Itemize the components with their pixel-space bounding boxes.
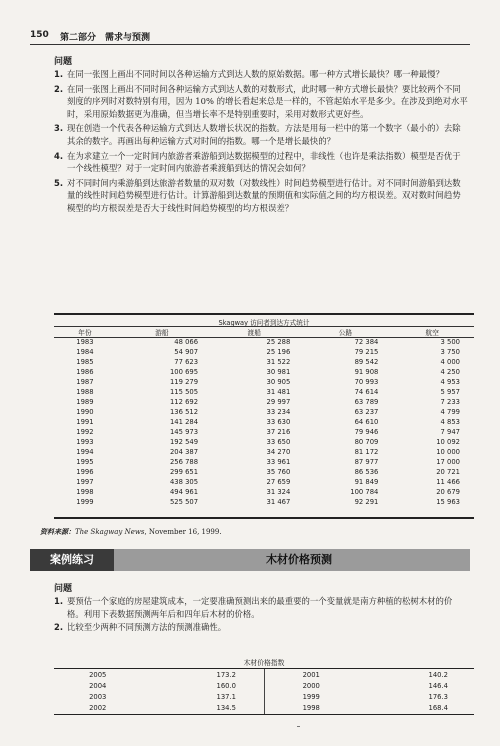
table-cell: 1985 <box>76 358 94 366</box>
table-row <box>54 337 474 347</box>
column-header: 年份 <box>78 329 92 337</box>
table-row <box>54 347 474 357</box>
table-cell: 7 947 <box>440 428 460 436</box>
year-cell: 2001 <box>302 671 320 680</box>
table-cell: 81 172 <box>354 448 379 456</box>
table-cell: 77 623 <box>174 358 199 366</box>
table-cell: 1983 <box>76 338 94 346</box>
source-publication: The Skagway News <box>75 528 145 536</box>
table-cell: 10 092 <box>436 438 460 446</box>
question-number: 2. <box>54 83 64 94</box>
table-cell: 31 481 <box>266 388 291 396</box>
header-divider <box>30 44 470 45</box>
table-row <box>54 407 474 417</box>
table-cell: 1993 <box>76 438 94 446</box>
question-text: 要预估一个家庭的房屋建筑成本，一定要准确预测出来的最重要的一个变量就是南方种植的松树木材的价格。利用下表数据预测两年后和四年后木材的价格。 <box>67 596 453 619</box>
case-tag: 案例练习 <box>30 549 114 571</box>
table-cell: 4 853 <box>440 418 460 426</box>
table-cell: 86 536 <box>354 468 379 476</box>
table-cell: 20 721 <box>436 468 460 476</box>
table-cell: 33 961 <box>266 458 291 466</box>
year-cell: 2005 <box>89 671 107 680</box>
table-cell: 141 284 <box>169 418 199 426</box>
table-cell: 1990 <box>76 408 94 416</box>
table-cell: 33 234 <box>266 408 291 416</box>
table-cell: 1992 <box>76 428 94 436</box>
table-row <box>268 692 474 703</box>
year-cell: 1999 <box>302 692 320 701</box>
table-column-divider <box>264 669 265 714</box>
table-row <box>268 681 474 692</box>
column-header: 公路 <box>338 329 353 337</box>
table-cell: 3 750 <box>440 348 460 356</box>
table-cell: 29 997 <box>266 398 291 406</box>
table-header-row <box>54 327 474 337</box>
table-row <box>54 477 474 487</box>
table-cell: 1994 <box>76 448 94 456</box>
table-cell: 100 784 <box>350 488 379 496</box>
table-cell: 4 799 <box>440 408 460 416</box>
table-row <box>54 437 474 447</box>
price-cell: 146.4 <box>428 682 448 691</box>
question-text: 在同一张图上画出不同时间各种运输方式到达人数的对数形式，此时哪一种方式增长最快？要比较两个不同刻度的序列时对数特别有用，因为 10% 的增长看起来总是一样的，不管起始水平是多少。在涉及到绝对水平时，采用原始数据更为准确，但当增长率不是特别重要时，采用对数形式更好些。 <box>67 83 468 119</box>
table-cell: 91 849 <box>354 478 379 486</box>
table-row <box>54 457 474 467</box>
source-note <box>40 527 222 537</box>
question-text: 现在创造一个代表各种运输方式到达人数增长状况的指数。方法是用每一栏中的第一个数字（最小的）去除其余的数字。再画出每种运输方式对时间的指数。哪一个是增长最快的？ <box>67 123 461 146</box>
table-cell: 79 215 <box>354 348 379 356</box>
question-number: 4. <box>54 150 64 161</box>
table-cell: 92 291 <box>354 498 379 506</box>
year-cell: 2000 <box>302 682 320 691</box>
year-cell: 1998 <box>302 703 320 712</box>
page-mark <box>297 726 300 727</box>
question-item <box>54 83 468 121</box>
price-cell: 176.3 <box>428 692 448 701</box>
table-cell: 7 233 <box>440 398 460 406</box>
table-cell: 1989 <box>76 398 94 406</box>
table-cell: 30 905 <box>266 378 291 386</box>
price-cell: 160.0 <box>216 682 236 691</box>
price-cell: 134.5 <box>216 703 236 712</box>
price-cell: 168.4 <box>428 703 448 712</box>
table-row <box>54 467 474 477</box>
question-number: 1. <box>54 596 64 606</box>
table-row <box>268 702 474 713</box>
table-cell: 1984 <box>76 348 94 356</box>
table-cell: 37 216 <box>266 428 291 436</box>
table-cell: 299 651 <box>169 468 199 476</box>
table-row <box>54 702 262 713</box>
table-cell: 70 993 <box>354 378 379 386</box>
table-cell: 112 692 <box>169 398 199 406</box>
table-cell: 48 066 <box>174 338 199 346</box>
question-item <box>54 68 468 81</box>
question-number: 2. <box>54 622 64 633</box>
table-cell: 1995 <box>76 458 94 466</box>
table-cell: 54 907 <box>174 348 199 356</box>
table-cell: 1998 <box>76 488 94 496</box>
year-cell: 2004 <box>89 682 107 691</box>
column-header: 航空 <box>425 329 439 337</box>
table-row <box>54 417 474 427</box>
question-number: 5. <box>54 177 64 188</box>
price-cell: 140.2 <box>428 671 448 680</box>
table-cell: 1987 <box>76 378 94 386</box>
table-cell: 31 324 <box>266 488 291 496</box>
question-number: 1. <box>54 69 64 79</box>
table-row <box>54 367 474 377</box>
table-rule-top <box>54 313 474 315</box>
table-cell: 79 946 <box>354 428 379 436</box>
table-row <box>54 670 262 681</box>
case-banner <box>30 549 470 571</box>
table-cell: 64 610 <box>354 418 379 426</box>
table-row <box>54 692 262 703</box>
table-cell: 4 953 <box>440 378 460 386</box>
column-header: 游船 <box>155 329 169 337</box>
source-label: 资料来源： <box>40 528 75 536</box>
table-cell: 1997 <box>76 478 94 486</box>
question-item <box>54 177 468 215</box>
case-questions-list <box>54 595 468 635</box>
table-cell: 17 000 <box>436 458 460 466</box>
table-row <box>54 387 474 397</box>
table-cell: 25 288 <box>266 338 291 346</box>
question-item <box>54 621 468 634</box>
table-cell: 74 614 <box>354 388 379 396</box>
table-cell: 33 630 <box>266 418 291 426</box>
table-cell: 31 522 <box>266 358 291 366</box>
table-row <box>54 447 474 457</box>
table-cell: 15 963 <box>436 498 460 506</box>
table-cell: 256 788 <box>169 458 199 466</box>
question-number: 3. <box>54 123 64 134</box>
table-cell: 4 250 <box>440 368 460 376</box>
table-cell: 3 500 <box>440 338 460 346</box>
question-text: 对不同时间内乘游船到达旅游者数量的双对数（对数线性）时间趋势模型进行估计。对不同时间游船到达数量的线性时间趋势模型进行估计。计算游船到达数量的预期值和实际值之间的均方根误差。双对数时间趋势模型的均方根误差是否大于线性时间趋势模型的均方根误差？ <box>67 177 461 213</box>
table-cell: 192 549 <box>169 438 199 446</box>
question-text: 在同一张图上画出不同时间以各种运输方式到达人数的原始数据。哪一种方式增长最快？哪一种最慢？ <box>67 69 444 79</box>
table-cell: 4 000 <box>440 358 460 366</box>
question-text: 在为求建立一个一定时间内旅游者乘游船到达数据模型的过程中，非线性（也许是乘法指数）模型是否优于一个线性模型？对于一定时间内旅游者乘渡船到达的情况会如何？ <box>67 150 461 174</box>
table-cell: 31 467 <box>266 498 291 506</box>
table-cell: 34 270 <box>266 448 291 456</box>
lumber-table-left <box>54 670 262 713</box>
table-row <box>54 497 474 507</box>
lumber-table-right <box>268 670 474 713</box>
table-row <box>54 397 474 407</box>
table-cell: 5 957 <box>440 388 460 396</box>
running-header <box>30 30 470 44</box>
price-cell: 173.2 <box>216 671 236 680</box>
source-date: , November 16, 1999. <box>144 528 222 536</box>
table-cell: 115 505 <box>169 388 199 396</box>
table-rule-bottom <box>54 517 474 519</box>
table-cell: 1986 <box>76 368 94 376</box>
table-cell: 35 760 <box>266 468 291 476</box>
table-cell: 494 961 <box>169 488 199 496</box>
skagway-table-title: Skagway 访问者到达方式统计 <box>218 319 310 327</box>
table-cell: 91 908 <box>354 368 379 376</box>
table-cell: 87 977 <box>354 458 379 466</box>
table-cell: 438 305 <box>169 478 199 486</box>
table-row <box>54 427 474 437</box>
part-title: 第二部分 需求与预测 <box>60 33 151 43</box>
price-cell: 137.1 <box>216 692 236 701</box>
questions-heading: 问题 <box>54 57 73 67</box>
lumber-table-title: 木材价格指数 <box>243 659 285 667</box>
question-item <box>54 150 468 175</box>
table-cell: 72 384 <box>354 338 379 346</box>
table-cell: 136 512 <box>169 408 199 416</box>
table-cell: 11 466 <box>436 478 460 486</box>
year-cell: 2003 <box>89 692 107 701</box>
table-cell: 145 973 <box>169 428 199 436</box>
table-cell: 25 196 <box>266 348 291 356</box>
table-cell: 1996 <box>76 468 94 476</box>
question-text: 比较至少两种不同预测方法的预测准确性。 <box>67 622 227 633</box>
table-cell: 100 695 <box>169 368 199 376</box>
table-row <box>54 681 262 692</box>
table-row <box>54 357 474 367</box>
table-row <box>268 670 474 681</box>
table-cell: 204 387 <box>169 448 199 456</box>
skagway-table <box>54 327 474 507</box>
table-cell: 1991 <box>76 418 94 426</box>
table-cell: 33 650 <box>266 438 291 446</box>
table-cell: 525 507 <box>169 498 199 506</box>
table-cell: 30 981 <box>266 368 291 376</box>
case-title: 木材价格预测 <box>266 553 332 566</box>
year-cell: 2002 <box>89 703 107 712</box>
question-item <box>54 122 468 147</box>
table-rule-bottom <box>54 714 474 715</box>
case-questions-heading: 问题 <box>54 584 73 594</box>
questions-list <box>54 68 468 217</box>
table-cell: 63 237 <box>354 408 379 416</box>
table-row <box>54 487 474 497</box>
table-cell: 1988 <box>76 388 94 396</box>
table-cell: 63 789 <box>354 398 379 406</box>
table-cell: 1999 <box>76 498 94 506</box>
table-cell: 27 659 <box>266 478 291 486</box>
table-cell: 89 542 <box>354 358 379 366</box>
table-cell: 10 000 <box>436 448 460 456</box>
column-header: 渡船 <box>247 329 261 337</box>
table-row <box>54 377 474 387</box>
table-cell: 20 679 <box>436 488 460 496</box>
table-cell: 80 709 <box>354 438 379 446</box>
question-item <box>54 595 468 620</box>
table-cell: 119 279 <box>169 378 199 386</box>
page-number: 150 <box>30 30 49 40</box>
